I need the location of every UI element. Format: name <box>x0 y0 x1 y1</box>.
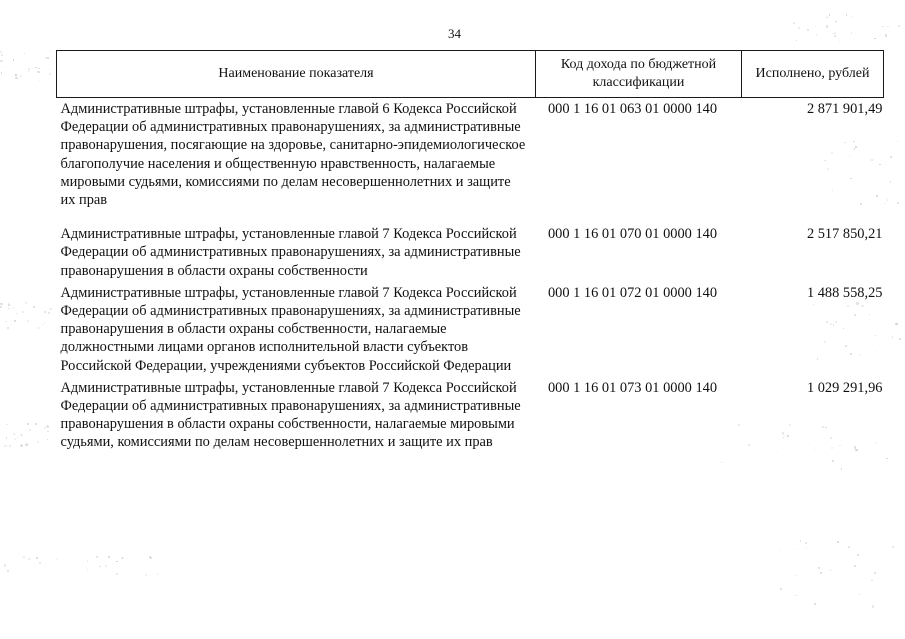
indicator-name-cell: Административные штрафы, установленные главой 7 Кодекса Российской Федерации об административных правонарушениях, за административные правонарушения в области охраны собственности <box>60 226 521 279</box>
scan-speck <box>27 423 29 425</box>
budget-code-cell: 000 1 16 01 063 01 0000 140 <box>547 101 718 117</box>
scan-speck <box>47 439 48 440</box>
scan-speck <box>848 546 850 548</box>
scan-speck <box>25 444 27 446</box>
scan-speck <box>854 565 856 567</box>
scan-speck <box>813 304 815 306</box>
scan-speck <box>776 451 777 452</box>
scan-speck <box>831 152 833 154</box>
scan-speck <box>5 66 7 68</box>
scan-speck <box>48 312 50 314</box>
scan-speck <box>47 57 48 58</box>
scan-speck <box>826 25 829 28</box>
scan-speck <box>835 321 837 323</box>
budget-code-cell: 000 1 16 01 073 01 0000 140 <box>547 379 718 396</box>
scan-speck <box>876 195 878 197</box>
scan-speck <box>897 202 899 204</box>
scan-speck <box>824 341 826 343</box>
scan-speck <box>857 554 859 556</box>
executed-amount-cell: 2 517 850,21 <box>806 226 883 243</box>
scan-speck <box>0 306 2 308</box>
scan-speck <box>157 573 159 575</box>
scan-speck <box>787 435 789 437</box>
scan-speck <box>780 588 782 590</box>
scan-speck <box>890 181 892 183</box>
scan-speck <box>17 437 18 438</box>
scan-speck <box>748 444 750 446</box>
scan-speck <box>37 441 39 443</box>
scan-speck <box>795 595 797 597</box>
scan-speck <box>841 468 843 470</box>
scan-speck <box>15 439 16 440</box>
scan-speck <box>49 308 52 311</box>
budget-code-cell: 000 1 16 01 072 01 0000 140 <box>547 284 718 301</box>
scan-speck <box>23 556 25 558</box>
scan-speck <box>36 557 38 559</box>
scan-speck <box>15 77 18 80</box>
scan-speck <box>38 68 40 70</box>
scan-speck <box>829 14 831 16</box>
scan-speck <box>890 156 892 158</box>
scan-speck <box>26 302 28 304</box>
scan-speck <box>39 80 40 81</box>
scan-speck <box>21 434 23 436</box>
scan-speck <box>42 324 43 325</box>
scan-speck <box>806 547 807 548</box>
scan-speck <box>16 313 17 314</box>
scan-speck <box>826 17 828 19</box>
scan-speck <box>49 73 51 75</box>
scan-speck <box>6 424 8 426</box>
scan-speck <box>28 68 29 69</box>
indicator-name-cell: Административные штрафы, установленные главой 7 Кодекса Российской Федерации об административных правонарушениях, за административные правонарушения в области охраны собственности, налагаемые должностными лицами органов исполнительной власти субъектов Российской Федерации, учреждениями субъектов Российской Федерации <box>60 284 521 374</box>
column-header-code: Код дохода по бюджетной классификации <box>536 51 742 98</box>
scan-speck <box>846 14 848 16</box>
scan-speck <box>8 304 10 306</box>
column-header-name: Наименование показателя <box>57 51 536 98</box>
scan-speck <box>872 605 875 608</box>
scan-speck <box>833 33 834 34</box>
scan-speck <box>4 445 7 448</box>
scan-speck <box>108 556 110 558</box>
scan-speck <box>7 570 8 571</box>
scan-speck <box>145 574 147 576</box>
scan-speck <box>885 34 888 37</box>
scan-speck <box>1 72 2 73</box>
indicator-name-cell: Административные штрафы, установленные главой 7 Кодекса Российской Федерации об административных правонарушениях, за административные правонарушения в области охраны собственности, налагаемые мировыми судьями, комиссиями по делам несовершеннолетних и защите их прав <box>60 379 521 451</box>
scan-speck <box>1 54 3 56</box>
scan-speck <box>14 320 16 322</box>
scan-speck <box>818 567 820 569</box>
scan-speck <box>7 327 9 329</box>
scan-speck <box>116 561 118 563</box>
scan-speck <box>50 50 52 52</box>
scan-speck <box>850 353 852 355</box>
scan-speck <box>808 443 809 444</box>
scan-speck <box>0 60 3 63</box>
scan-speck <box>814 603 816 605</box>
scan-speck <box>121 557 124 560</box>
scan-speck <box>20 75 22 77</box>
scan-speck <box>45 57 48 60</box>
scan-speck <box>892 336 894 338</box>
scan-speck <box>33 306 35 308</box>
scan-speck <box>886 458 888 460</box>
scan-speck <box>28 558 31 561</box>
scan-speck <box>99 566 101 568</box>
scan-speck <box>871 580 872 581</box>
revenue-table <box>56 50 884 452</box>
scan-speck <box>116 573 118 575</box>
scan-speck <box>876 442 878 444</box>
scan-speck <box>38 327 40 329</box>
scan-speck <box>44 427 46 429</box>
scan-speck <box>87 560 89 562</box>
scan-speck <box>824 593 825 594</box>
scan-speck <box>87 569 88 570</box>
scan-speck <box>5 321 7 323</box>
table-row <box>57 98 884 224</box>
scan-speck <box>35 423 37 425</box>
scan-speck <box>820 572 822 574</box>
scan-speck <box>882 26 884 28</box>
scan-speck <box>47 426 49 428</box>
scan-speck <box>839 41 840 42</box>
scan-speck <box>855 449 857 451</box>
scan-speck <box>858 319 859 320</box>
scan-speck <box>852 16 854 18</box>
scan-speck <box>13 307 15 309</box>
scan-speck <box>794 549 795 550</box>
scan-speck <box>9 445 11 447</box>
scan-speck <box>4 564 6 566</box>
scan-speck <box>815 26 816 27</box>
executed-amount-cell: 1 488 558,25 <box>806 284 883 301</box>
scan-speck <box>28 71 29 72</box>
scan-speck <box>0 303 3 306</box>
scan-speck <box>887 199 889 201</box>
budget-code-cell: 000 1 16 01 070 01 0000 140 <box>547 226 718 243</box>
scan-speck <box>897 141 898 142</box>
scan-speck <box>851 32 853 34</box>
scan-speck <box>6 437 8 439</box>
table-header-row <box>57 51 884 98</box>
scan-speck <box>874 38 875 39</box>
scan-speck <box>0 51 2 53</box>
scan-speck <box>874 572 876 574</box>
scan-speck <box>13 59 15 61</box>
scan-speck <box>830 569 831 570</box>
scan-speck <box>835 21 837 23</box>
scan-speck <box>15 74 17 76</box>
table-row <box>57 377 884 452</box>
scan-speck <box>832 460 835 463</box>
scan-speck <box>830 323 832 325</box>
scan-speck <box>35 67 37 69</box>
scan-speck <box>837 541 839 543</box>
scan-speck <box>96 556 98 558</box>
scan-speck <box>11 324 12 325</box>
scan-speck <box>8 308 9 309</box>
scan-speck <box>150 557 152 559</box>
scan-speck <box>721 462 722 463</box>
scan-speck <box>154 564 155 565</box>
page-number: 34 <box>448 26 461 41</box>
scan-speck <box>856 302 859 305</box>
scan-speck <box>891 146 892 147</box>
scan-speck <box>825 427 826 428</box>
table-row <box>57 282 884 377</box>
scan-speck <box>805 542 807 544</box>
scan-speck <box>898 25 899 26</box>
scan-speck <box>47 431 48 432</box>
scan-speck <box>892 546 894 548</box>
scan-speck <box>27 320 29 322</box>
scan-speck <box>793 22 795 24</box>
scan-speck <box>796 575 797 576</box>
scan-speck <box>895 323 897 325</box>
scan-speck <box>37 71 39 73</box>
scan-speck <box>780 550 781 551</box>
table-row <box>57 223 884 282</box>
scan-speck <box>800 540 802 542</box>
scan-speck <box>29 429 31 431</box>
scan-speck <box>44 322 46 324</box>
scan-speck <box>20 445 23 448</box>
scan-speck <box>41 569 42 570</box>
scan-speck <box>858 594 860 596</box>
indicator-name-cell: Административные штрафы, установленные главой 6 Кодекса Российской Федерации об административных правонарушениях, за административные правонарушения, посягающие на здоровье, санитарно-эпидемиологическое благополучие населения и общественную нравственность, налагаемые мировыми судьями, комиссиями по делам несовершеннолетних и защите их прав <box>60 101 526 209</box>
executed-amount-cell: 2 871 901,49 <box>806 101 883 117</box>
scan-speck <box>44 311 46 313</box>
scan-speck <box>105 565 107 567</box>
scan-speck <box>49 69 50 70</box>
scan-speck <box>24 53 25 54</box>
scan-speck <box>56 559 57 560</box>
scan-speck <box>39 562 40 563</box>
scan-speck <box>884 203 885 204</box>
scan-speck <box>899 338 901 340</box>
scan-speck <box>13 433 15 435</box>
scan-speck <box>22 311 24 313</box>
column-header-amount: Исполнено, рублей <box>742 51 884 98</box>
executed-amount-cell: 1 029 291,96 <box>806 379 883 396</box>
